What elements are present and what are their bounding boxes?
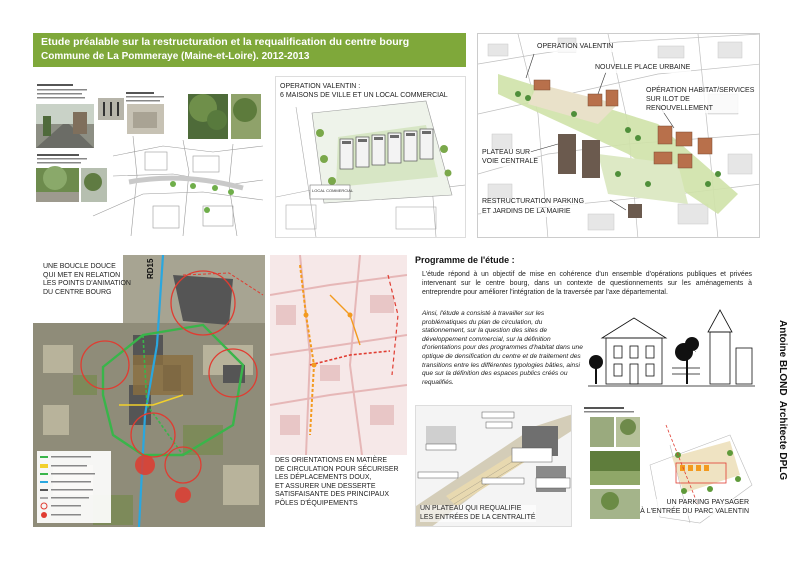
sketch-illustration: [588, 308, 755, 394]
caption-line: À L'ENTRÉE DU PARC VALENTIN: [640, 507, 749, 515]
label-ilot-renouvellement: SUR ILOT DE RENOUVELLEMENT: [645, 96, 759, 113]
caption-line: QUI MET EN RELATION: [43, 271, 121, 279]
label-jardins-mairie: ET JARDINS DE LA MAIRIE: [482, 208, 571, 215]
orientations-panel: [270, 255, 407, 527]
author-vertical-text: Antoine BLOND Architecte DPLG: [777, 320, 788, 481]
caption-line: SATISFAISANTE DES PRINCIPAUX: [275, 491, 390, 498]
collage-panel: [33, 76, 265, 238]
caption-line: UN PLATEAU QUI REQUALIFIE: [420, 505, 522, 512]
mairie-sketch: [588, 308, 755, 394]
page-title: Etude préalable sur la restructuration et la requalification du centre bourg: [41, 36, 410, 48]
header-banner: [33, 33, 466, 67]
caption-line: DE CIRCULATION POUR SÉCURISER: [275, 465, 399, 473]
page-subtitle: Commune de La Pommeraye (Maine-et-Loire). 2012-2013: [41, 51, 310, 62]
caption-line: 6 MAISONS DE VILLE ET UN LOCAL COMMERCIAL: [280, 91, 448, 99]
programme-paragraph-2: Ainsi, l'étude a consisté à travailler sur les problématiques du plan de circulation, du stationnement, sur la question des sites de développement commercial, sur la définition d'orientations pour des programmes d'habitat dans une optique de densification du centre et de traitement des transitions entre les différentes typologies bâties, ainsi que sur la définition des espaces publics créés ou requalifiés.: [422, 310, 583, 386]
caption-line: LES POINTS D'ANIMATION: [43, 280, 131, 287]
plateau-plan-panel: [415, 405, 572, 527]
label-plateau: PLATEAU SUR: [482, 149, 531, 156]
label-voie-centrale: VOIE CENTRALE: [482, 158, 539, 165]
caption-line: DES ORIENTATIONS EN MATIÈRE: [275, 457, 388, 464]
collage-illustration: [33, 76, 265, 238]
parking-paysager-panel: [580, 405, 755, 527]
operation-valentin-caption: [280, 83, 448, 100]
caption-line: LES ENTRÉES DE LA CENTRALITÉ: [420, 513, 536, 521]
programme-paragraph-1: L'étude répond à un objectif de mise en cohérence d'un ensemble d'opérations publiques et privées intervenant sur le centre bourg, dans un contexte de questionnements sur les aménagements à entreprendre pour améliorer l'intégration de la traversée par l'axe départemental.: [422, 271, 752, 296]
operation-valentin-panel: [275, 76, 466, 238]
aerial-masterplan-panel: [477, 33, 760, 238]
caption-line: PÔLES D'ÉQUIPEMENTS: [275, 499, 358, 507]
caption-line: UNE BOUCLE DOUCE: [43, 263, 116, 270]
label-nouvelle-place: NOUVELLE PLACE URBAINE: [595, 64, 691, 71]
caption-line: DU CENTRE BOURG: [43, 288, 112, 296]
orientations-caption: [275, 457, 399, 508]
label-operation-habitat: OPÉRATION HABITAT/SERVICES: [646, 87, 755, 94]
boucle-douce-panel: [33, 255, 265, 527]
valentin-plan: [276, 77, 466, 238]
label-operation-valentin: OPERATION VALENTIN: [537, 43, 614, 50]
label-restructuration-parking: RESTRUCTURATION PARKING: [482, 198, 585, 205]
parking-caption: [640, 499, 749, 516]
programme-heading: Programme de l'étude :: [415, 255, 515, 265]
local-commercial-label: LOCAL COMMERCIAL: [312, 188, 354, 193]
caption-line: ET ASSURER UNE DESSERTE: [275, 482, 376, 490]
boucle-caption: [43, 263, 131, 297]
caption-line: LES DÉPLACEMENTS DOUX,: [275, 474, 372, 481]
caption-line: OPERATION VALENTIN :: [280, 83, 361, 90]
caption-line: UN PARKING PAYSAGER: [666, 499, 749, 506]
plateau-caption: [420, 505, 536, 522]
orientations-map: [270, 255, 407, 455]
rd15-road-label: RD15: [146, 258, 155, 279]
